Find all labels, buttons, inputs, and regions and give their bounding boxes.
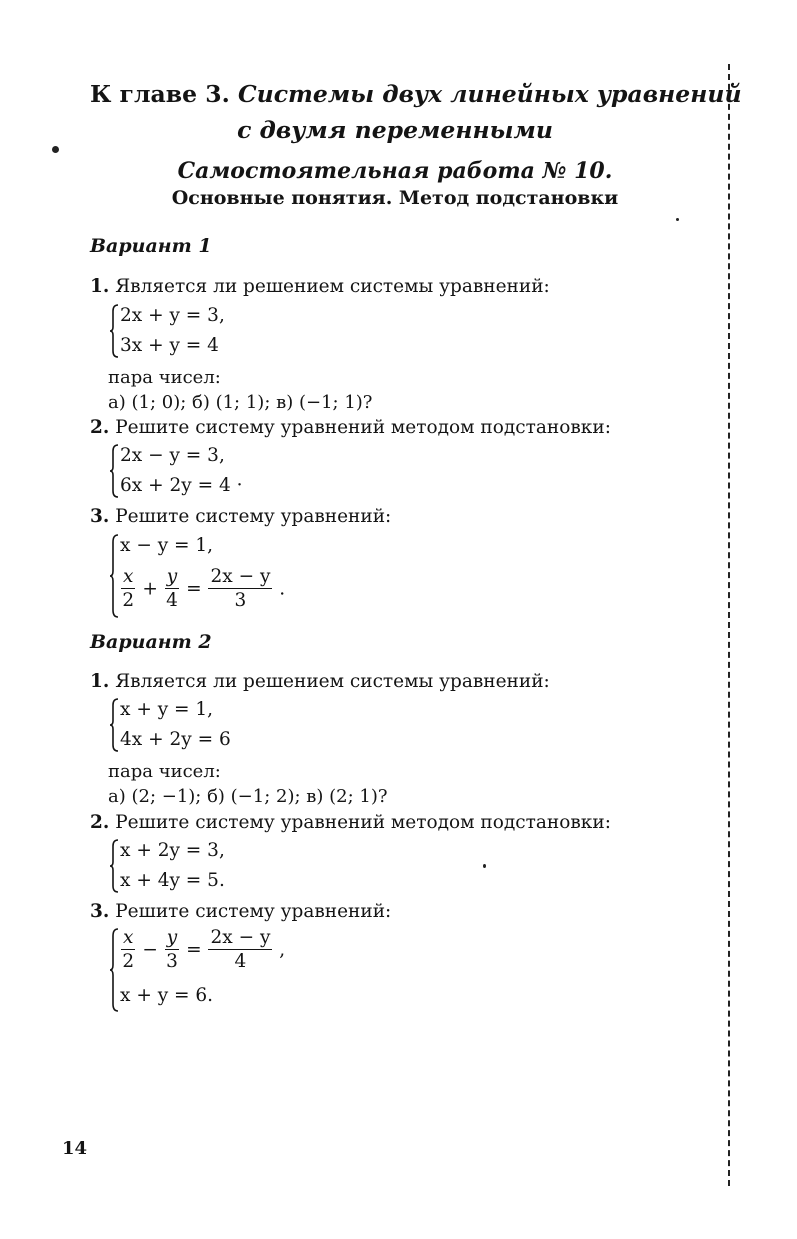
brace-icon bbox=[110, 443, 120, 499]
v1-task1-options: а) (1; 0); б) (1; 1); в) (−1; 1)? bbox=[108, 392, 373, 413]
v2-task1-number: 1. bbox=[90, 671, 110, 692]
numerator: 2x − y bbox=[210, 927, 271, 948]
numerator: x bbox=[123, 566, 134, 587]
chapter-heading bbox=[90, 76, 742, 148]
v2-task3-text: Решите систему уравнений: bbox=[115, 901, 392, 922]
work-title: Самостоятельная работа № 10. bbox=[177, 158, 613, 184]
v1-task3-eq1: x − y = 1, bbox=[120, 535, 214, 556]
v2-task2-eq2: x + 4y = 5. bbox=[120, 870, 225, 891]
numerator: y bbox=[166, 566, 178, 587]
page-number: 14 bbox=[62, 1138, 88, 1159]
equals-sign: = bbox=[186, 939, 202, 961]
fraction bbox=[121, 566, 135, 613]
v1-task1-pair-label: пара чисел: bbox=[108, 367, 221, 388]
chapter-prefix: К главе 3. bbox=[90, 80, 238, 108]
operator: + bbox=[142, 578, 158, 600]
chapter-title-line1: Системы двух линейных уравнений bbox=[237, 80, 742, 108]
v2-task3-eq1 bbox=[120, 927, 285, 974]
section-title: Основные понятия. Метод подстановки bbox=[171, 187, 619, 209]
chapter-title-line2: с двумя переменными bbox=[237, 116, 553, 144]
print-speck bbox=[52, 146, 59, 153]
v2-task1-pair-label: пара чисел: bbox=[108, 761, 221, 782]
cut-line bbox=[728, 64, 730, 1186]
operator: − bbox=[142, 939, 158, 961]
v1-task1-text: Является ли решением системы уравнений: bbox=[115, 276, 550, 297]
brace-icon bbox=[110, 303, 120, 359]
v2-task2-statement bbox=[90, 812, 611, 833]
v1-task3-text: Решите систему уравнений: bbox=[115, 506, 392, 527]
v1-task1-number: 1. bbox=[90, 276, 110, 297]
v1-task1-eq1: 2x + y = 3, bbox=[120, 305, 225, 326]
fraction bbox=[121, 927, 135, 974]
numerator: 2x − y bbox=[210, 566, 271, 587]
v1-task3-statement bbox=[90, 506, 391, 527]
variant-2-title: Вариант 2 bbox=[90, 631, 212, 653]
denominator: 2 bbox=[122, 590, 135, 611]
v2-task1-statement bbox=[90, 671, 550, 692]
v1-task2-eq2: 6x + 2y = 4 · bbox=[120, 475, 243, 496]
v1-task3-number: 3. bbox=[90, 506, 110, 527]
v1-task1-statement bbox=[90, 276, 550, 297]
v1-task2-eq1: 2x − y = 3, bbox=[120, 445, 225, 466]
v2-task2-text: Решите систему уравнений методом подстановки: bbox=[115, 812, 611, 833]
denominator: 3 bbox=[166, 951, 178, 972]
denominator: 2 bbox=[122, 951, 135, 972]
v2-task1-eq1: x + y = 1, bbox=[120, 699, 214, 720]
v2-task3-statement bbox=[90, 901, 391, 922]
v2-task1-eq2: 4x + 2y = 6 bbox=[120, 729, 231, 750]
brace-icon bbox=[110, 927, 120, 1013]
equals-sign: = bbox=[186, 578, 202, 600]
v2-task1-text: Является ли решением системы уравнений: bbox=[115, 671, 550, 692]
v2-task2-eq1: x + 2y = 3, bbox=[120, 840, 225, 861]
v2-task1-options: а) (2; −1); б) (−1; 2); в) (2; 1)? bbox=[108, 786, 388, 807]
v2-task3-number: 3. bbox=[90, 901, 110, 922]
v1-task3-eq2 bbox=[120, 566, 285, 613]
variant-1-title: Вариант 1 bbox=[90, 235, 212, 257]
v1-task2-statement bbox=[90, 417, 611, 438]
numerator: x bbox=[123, 927, 134, 948]
fraction bbox=[208, 566, 272, 613]
punctuation: . bbox=[279, 578, 286, 600]
v2-task2-number: 2. bbox=[90, 812, 110, 833]
v1-task2-number: 2. bbox=[90, 417, 110, 438]
denominator: 3 bbox=[234, 590, 247, 611]
print-speck bbox=[483, 864, 486, 868]
fraction bbox=[208, 927, 272, 974]
denominator: 4 bbox=[166, 590, 178, 611]
brace-icon bbox=[110, 697, 120, 753]
fraction bbox=[165, 566, 179, 613]
v1-task2-text: Решите систему уравнений методом подстановки: bbox=[115, 417, 611, 438]
print-speck bbox=[676, 218, 679, 221]
v1-task1-eq2: 3x + y = 4 bbox=[120, 335, 219, 356]
brace-icon bbox=[110, 533, 120, 619]
v2-task3-eq2: x + y = 6. bbox=[120, 985, 214, 1006]
denominator: 4 bbox=[234, 951, 247, 972]
brace-icon bbox=[110, 838, 120, 894]
fraction bbox=[165, 927, 179, 974]
numerator: y bbox=[166, 927, 178, 948]
punctuation: , bbox=[279, 939, 286, 961]
